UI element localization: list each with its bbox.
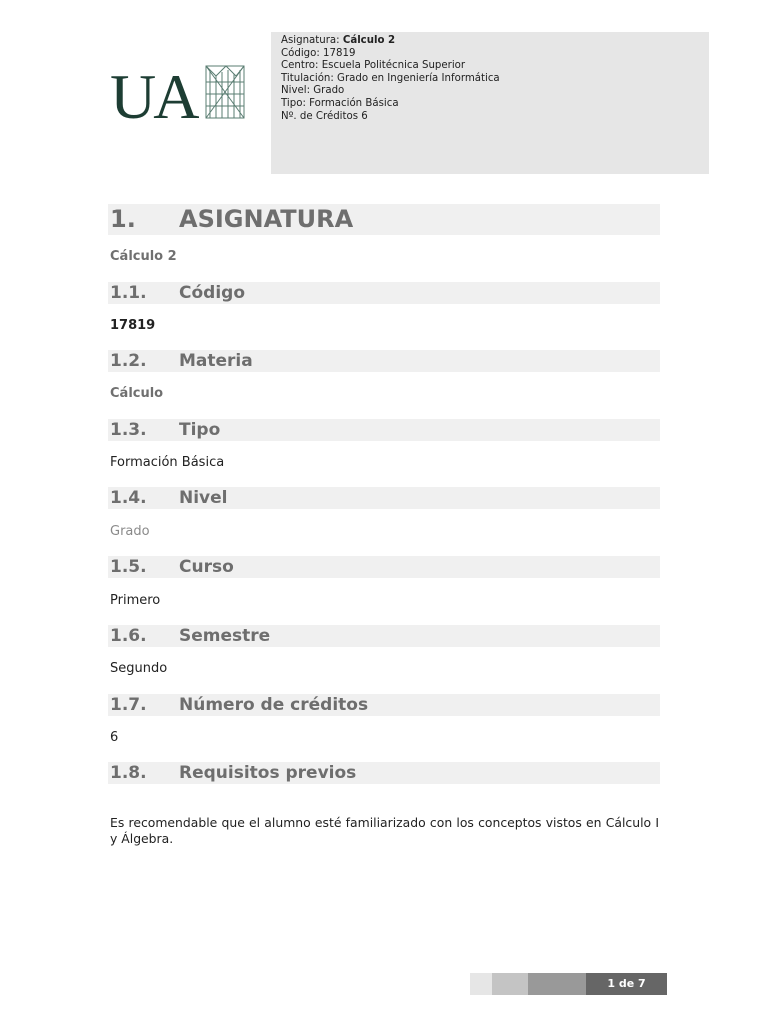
subsection-number: 1.2. — [110, 351, 147, 371]
subsection-title: Tipo — [179, 420, 221, 440]
page-footer — [470, 973, 667, 995]
nivel-value: Grado — [110, 524, 150, 539]
uam-logo-graphic — [110, 62, 250, 124]
info-codigo: Código: 17819 — [281, 47, 356, 59]
tipo-value: Formación Básica — [110, 455, 225, 470]
subsection-heading-semestre — [108, 625, 660, 647]
course-info-box — [271, 32, 709, 174]
info-tipo: Tipo: Formación Básica — [281, 97, 399, 109]
info-creditos: Nº. de Créditos 6 — [281, 110, 368, 122]
subsection-title: Nivel — [179, 488, 228, 508]
section-number: 1. — [110, 205, 136, 233]
info-centro: Centro: Escuela Politécnica Superior — [281, 60, 466, 72]
footer-bar-dark — [528, 973, 586, 995]
subsection-number: 1.1. — [110, 283, 147, 303]
subsection-number: 1.5. — [110, 557, 147, 577]
subsection-number: 1.7. — [110, 695, 147, 715]
info-nivel: Nivel: Grado — [281, 85, 345, 97]
subsection-heading-materia — [108, 350, 660, 372]
materia-value: Cálculo — [110, 386, 164, 401]
info-asignatura-label: Asignatura: — [281, 35, 340, 46]
subsection-heading-nivel — [108, 487, 660, 509]
subsection-title: Semestre — [179, 626, 271, 646]
semestre-value: Segundo — [110, 661, 168, 676]
uam-logo — [110, 62, 250, 124]
codigo-value: 17819 — [110, 318, 156, 333]
asignatura-value: Cálculo 2 — [110, 249, 177, 264]
subsection-number: 1.6. — [110, 626, 147, 646]
subsection-heading-requisitos — [108, 762, 660, 784]
subsection-heading-codigo — [108, 282, 660, 304]
curso-value: Primero — [110, 593, 161, 608]
subsection-number: 1.3. — [110, 420, 147, 440]
creditos-value: 6 — [110, 730, 119, 745]
section-title: ASIGNATURA — [179, 205, 354, 233]
subsection-heading-curso — [108, 556, 660, 578]
requisitos-paragraph: Es recomendable que el alumno esté familiarizado con los conceptos vistos en Cálculo I y Álgebra. — [110, 815, 659, 846]
subsection-heading-creditos — [108, 694, 660, 716]
subsection-title: Código — [179, 283, 245, 303]
section-heading-asignatura — [108, 204, 660, 235]
info-titulacion: Titulación: Grado en Ingeniería Informática — [281, 72, 500, 84]
subsection-number: 1.8. — [110, 763, 147, 783]
info-asignatura-value: Cálculo 2 — [342, 35, 396, 46]
svg-text:UA: UA — [110, 62, 197, 124]
subsection-title: Materia — [179, 351, 253, 371]
info-asignatura — [281, 35, 699, 48]
subsection-title: Curso — [179, 557, 234, 577]
footer-bar-light — [470, 973, 492, 995]
subsection-heading-tipo — [108, 419, 660, 441]
footer-bar-mid — [492, 973, 528, 995]
subsection-number: 1.4. — [110, 488, 147, 508]
subsection-title: Requisitos previos — [179, 763, 357, 783]
subsection-title: Número de créditos — [179, 695, 369, 715]
page-number: 1 de 7 — [586, 973, 667, 995]
